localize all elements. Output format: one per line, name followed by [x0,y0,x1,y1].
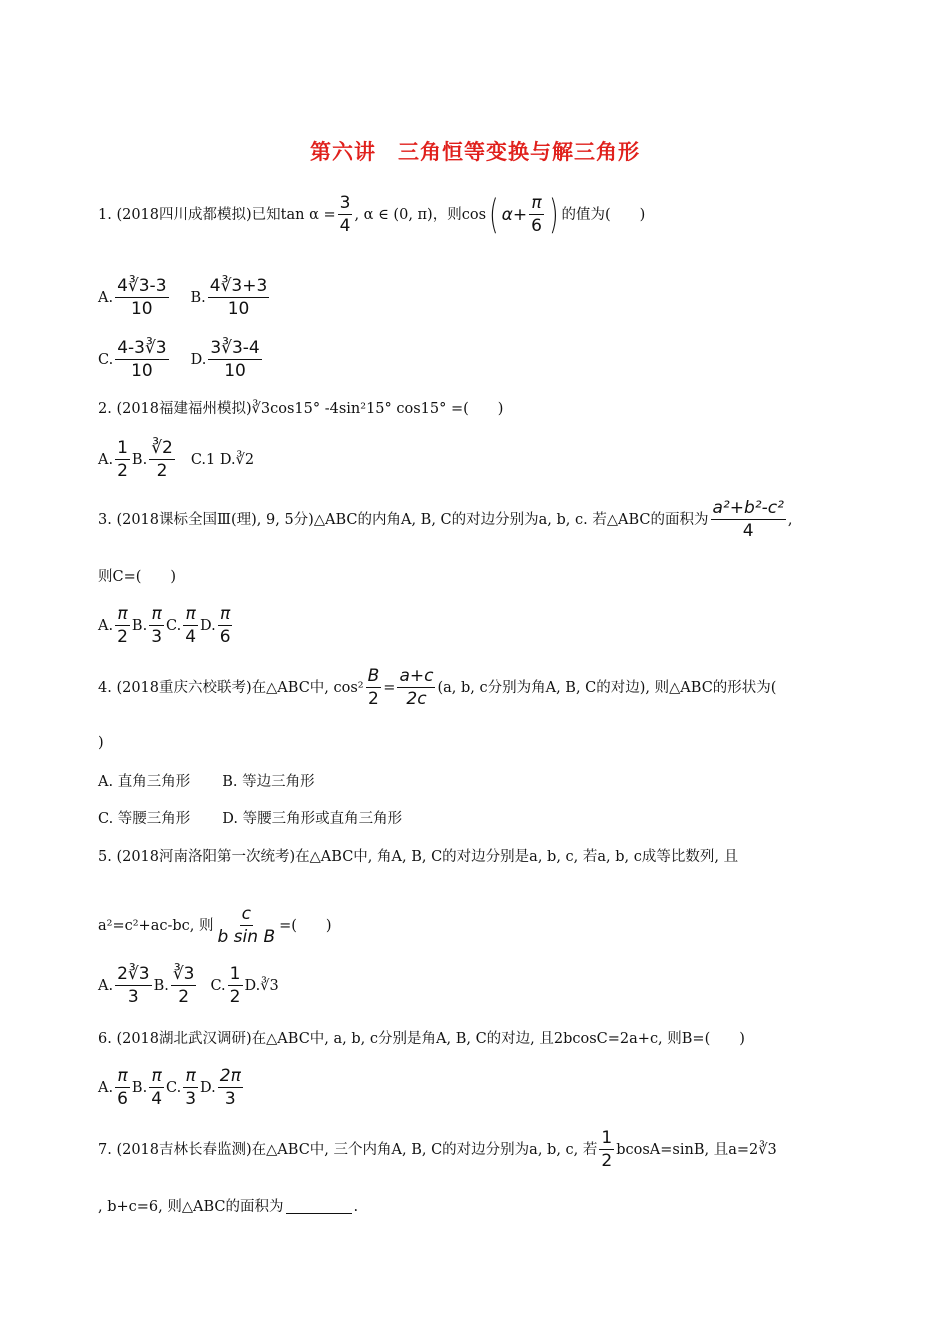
question-6-stem: 6. (2018湖北武汉调研)在△ABC中, a, b, c分别是角A, B, C的对边, 且2bcosC=2a+c, 则B=( ) [98,1031,745,1047]
question-1-options-ab: A. $\frac{4∛3-3}{10}$ B. $\frac{4∛3+3}{10}$ [98,276,268,319]
option-b-fraction: $\frac{\pi}{3}$ [151,604,163,647]
area-fraction: $\frac{\text{a²+b²-c²}}{4}$ [712,498,784,541]
option-b-fraction: $\frac{∛3}{2}$ [172,964,195,1007]
option-b-fraction: $\frac{\pi}{4}$ [151,1066,163,1109]
fraction: $\frac{c}{\text{b sin B}}$ [217,904,276,947]
question-3-options: A. $\frac{\pi}{2}$ B. $\frac{\pi}{3}$ C. $\frac{\pi}{4}$ D. $\frac{\pi}{6}$ [98,604,231,647]
option-a-fraction: $\frac{\pi}{6}$ [117,1066,128,1109]
right-paren: ) [549,192,559,238]
option-c-fraction: $\frac{4-3∛3}{10}$ [117,338,167,381]
option-c-fraction: $\frac{\pi}{3}$ [185,1066,197,1109]
option-a-fraction: $\frac{1}{2}$ [117,438,128,481]
option-c-fraction: $\frac{1}{2}$ [229,964,241,1007]
option-a-fraction: $\frac{2∛3}{3}$ [117,964,150,1007]
fraction: $\frac{\pi}{6}$ [531,193,542,236]
option-d-fraction: $\frac{\pi}{6}$ [219,604,231,647]
question-2-stem: 2. (2018福建福州模拟)∛3cos15° -4sin²15° cos15° =( ) [98,401,504,417]
fraction: $\frac{B}{2}$ [367,666,380,709]
question-3-line2: 则C=( ) [98,569,177,585]
question-5-stem: 5. (2018河南洛阳第一次统考)在△ABC中, 角A, B, C的对边分别是a, b, c, 若a, b, c成等比数列, 且 [98,849,739,865]
option-b-fraction: $\frac{∛2}{2}$ [151,438,173,481]
option-c-fraction: $\frac{\pi}{4}$ [185,604,197,647]
question-7-stem: 7. (2018吉林长春监测)在△ABC中, 三个内角A, B, C的对边分别为a, b, c, 若 $\frac{1}{2}$ bcosA=sinB, 且a=2∛3 [98,1128,777,1171]
question-1-options-cd: C. $\frac{4-3∛3}{10}$ D. $\frac{3∛3-4}{10}$ [98,338,260,381]
question-4-options-ab: A. 直角三角形 B. 等边三角形 [98,774,315,790]
fraction: $\frac{a+c}{2c}$ [399,666,434,709]
question-4-options-cd: C. 等腰三角形 D. 等腰三角形或直角三角形 [98,811,403,827]
question-2-options: A. $\frac{1}{2}$ B. $\frac{∛2}{2}$ C.1 D.∛2 [98,438,255,481]
question-3-stem: 3. (2018课标全国Ⅲ(理), 9, 5分)△ABC的内角A, B, C的对边分别为a, b, c. 若△ABC的面积为 $\frac{\text{a²+b²-c²}}{4}$ , [98,498,793,541]
question-1-stem: 1. (2018四川成都模拟)已知tan α = $\frac{3}{4}$ , α ∈ (0, π)，则cos ( α+ $\frac{\pi}{6}$ ) 的值为( ) [98,192,646,238]
question-5-options: A. $\frac{2∛3}{3}$ B. $\frac{∛3}{2}$ C. $\frac{1}{2}$ D.∛3 [98,964,279,1007]
fraction: $\frac{3}{4}$ [339,193,351,236]
left-paren: ( [489,192,499,238]
option-d-fraction: $\frac{3∛3-4}{10}$ [210,338,260,381]
option-a-fraction: $\frac{\pi}{2}$ [117,604,128,647]
question-5-line2: a²=c²+ac-bc, 则 $\frac{c}{\text{b sin B}}$ =( ) [98,904,332,947]
option-d-fraction: $\frac{2\pi}{3}$ [219,1066,241,1109]
question-4-stem: 4. (2018重庆六校联考)在△ABC中, cos² $\frac{B}{2}$ = $\frac{a+c}{2c}$ (a, b, c分别为角A, B, C的对边), 则△ABC的形状为( [98,666,777,709]
page-title: 第六讲 三角恒等变换与解三角形 [310,140,640,164]
question-4-line2: ) [98,735,104,751]
option-b-fraction: $\frac{4∛3+3}{10}$ [209,276,268,319]
question-7-line2: , b+c=6, 则△ABC的面积为 . [98,1199,359,1215]
question-6-options: A. $\frac{\pi}{6}$ B. $\frac{\pi}{4}$ C. $\frac{\pi}{3}$ D. $\frac{2\pi}{3}$ [98,1066,241,1109]
option-a-fraction: $\frac{4∛3-3}{10}$ [117,276,167,319]
fraction: $\frac{1}{2}$ [601,1128,613,1171]
answer-blank[interactable] [286,1201,352,1214]
